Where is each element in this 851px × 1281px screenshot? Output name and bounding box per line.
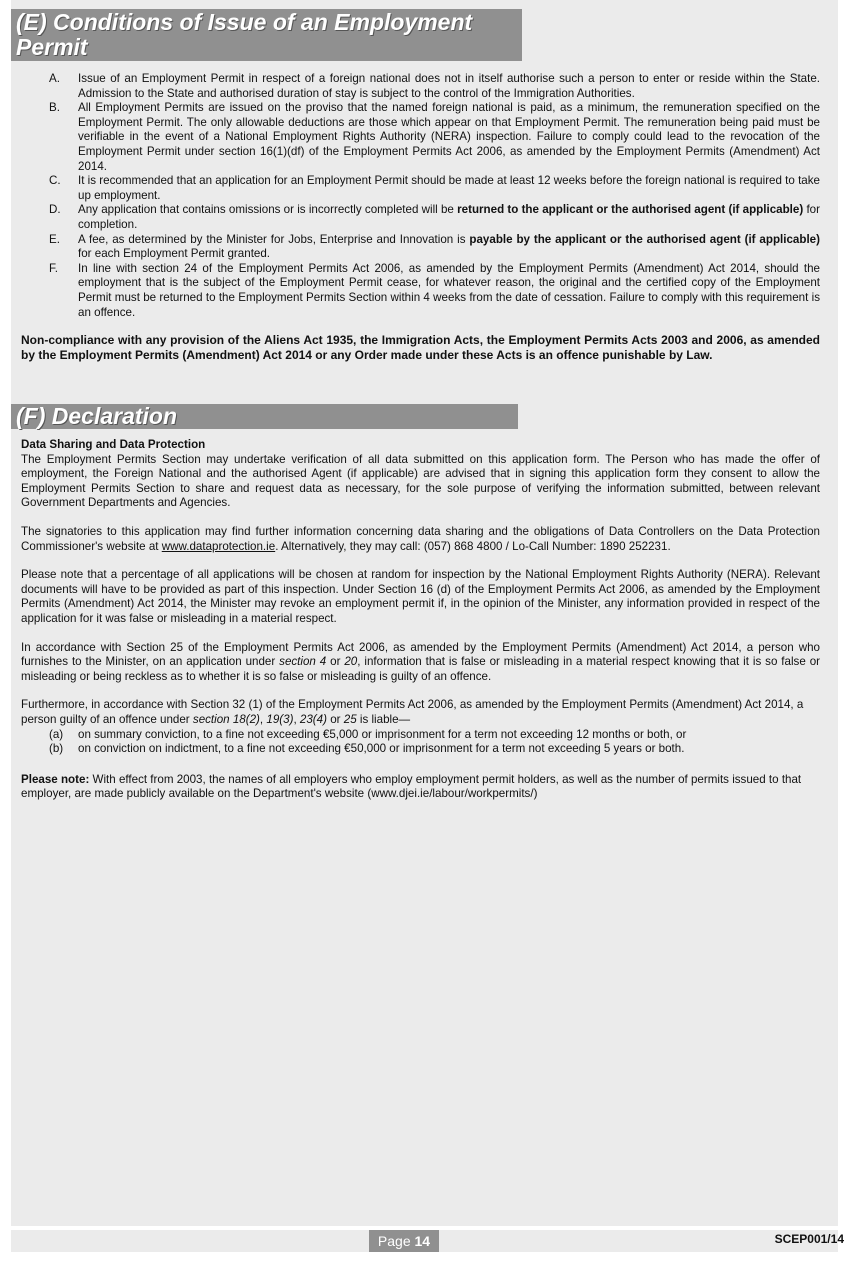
conditions-list	[21, 72, 820, 320]
page-background	[11, 0, 838, 1226]
section-e-heading: (E) Conditions of Issue of an Employment Permit	[11, 9, 522, 61]
false-information-paragraph: In accordance with Section 25 of the Employment Permits Act 2006, as amended by the Employment Permits (Amendment) Act 2014, a person who furnishes to the Minister, on an application under section 4 or 20, information that is false or misleading in a material respect knowing that it is so false or misleading or being reckless as to whether it is so false or misleading is guilty of an offence.	[21, 640, 820, 683]
data-sharing-heading: Data Sharing and Data Protection	[21, 438, 206, 451]
penalty-item: (a) on summary conviction, to a fine not exceeding €5,000 or imprisonment for a term not exceeding 12 months or both, or	[49, 727, 687, 741]
section-e-content	[21, 72, 820, 362]
condition-d: D. Any application that contains omissions or is incorrectly completed will be returned to the applicant or the authorised agent (if applicable) for completion.	[49, 203, 820, 231]
section-f-content	[21, 438, 820, 802]
condition-c: C. It is recommended that an application for an Employment Permit should be made at least 12 weeks before the foreign national is required to take up employment.	[49, 174, 820, 202]
condition-b: B. All Employment Permits are issued on the proviso that the named foreign national is paid, as a minimum, the remuneration specified on the Employment Permit. The only allowable deductions are those which appear on that Employment Permit. The remuneration being paid must be verifiable in the event of a National Employment Rights Authority (NERA) inspection. Failure to comply could lead to the revocation of the Employment Permit under section 16(1)(df) of the Employment Permits Act 2006, as amended by the Employment Permits (Amendment) Act 2014.	[49, 101, 820, 173]
condition-f: F. In line with section 24 of the Employment Permits Act 2006, as amended by the Employment Permits (Amendment) Act 2014, should the employment that is the subject of the Employment Permit cease, for whatever reason, the original and the certified copy of the Employment Permit must be returned to the Employment Permits Section within 4 weeks from the date of cessation. Failure to comply with this requirement is an offence.	[49, 261, 820, 319]
form-code: SCEP001/14	[774, 1232, 844, 1246]
page-number-badge: Page 14	[369, 1230, 439, 1252]
section-f-heading: (F) Declaration	[11, 404, 518, 429]
penalties-list	[21, 728, 820, 757]
condition-a: A. Issue of an Employment Permit in respect of a foreign national does not in itself authorise such a person to enter or reside within the State. Admission to the State and authorised duration of stay is subject to the control of the Immigration Authorities.	[49, 72, 820, 100]
noncompliance-notice: Non-compliance with any provision of the Aliens Act 1935, the Immigration Acts, the Employment Permits Acts 2003 and 2006, as amended by the Employment Permits (Amendment) Act 2014 or any Order made under these Acts is an offence punishable by Law.	[21, 333, 820, 362]
offence-paragraph: Furthermore, in accordance with Section 32 (1) of the Employment Permits Act 2006, as amended by the Employment Permits (Amendment) Act 2014, a person guilty of an offence under section 18(2), 19(3), 23(4) or 25 is liable—	[21, 698, 804, 726]
condition-e: E. A fee, as determined by the Minister for Jobs, Enterprise and Innovation is payable by the applicant or the authorised agent (if applicable) for each Employment Permit granted.	[49, 232, 820, 261]
dataprotection-link[interactable]: www.dataprotection.ie	[161, 539, 276, 553]
verification-paragraph: The Employment Permits Section may undertake verification of all data submitted on this application form. The Person who has made the offer of employment, the Foreign National and the authorised Agent (if applicable) are advised that in signing this application form they consent to allow the Employment Permits Section to share and request data as necessary, for the sole purpose of verifying the information submitted, between relevant Government Departments and Agencies.	[21, 452, 820, 510]
inspection-paragraph: Please note that a percentage of all applications will be chosen at random for inspection by the National Employment Rights Authority (NERA). Relevant documents will have to be provided as part of this inspection. Under Section 16 (d) of the Employment Permits Act 2006, as amended by the Employment Permits (Amendment) Act 2014, the Minister may revoke an employment permit if, in the opinion of the Minister, any information provided in respect of the application for it was false or misleading in a material respect.	[21, 568, 820, 625]
publication-note: Please note: With effect from 2003, the names of all employers who employ employment permit holders, as well as the number of permits issued to that employer, are made publicly available on the Department's website (www.djei.ie/labour/workpermits/)	[21, 772, 802, 801]
penalty-item: (b) on conviction on indictment, to a fine not exceeding €50,000 or imprisonment for a term not exceeding 5 years or both.	[49, 742, 685, 756]
data-protection-paragraph: The signatories to this application may find further information concerning data sharing and the obligations of Data Controllers on the Data Protection Commissioner's website at www.dataprotection.ie. Alternatively, they may call: (057) 868 4800 / Lo-Call Number: 1890 252231.	[21, 524, 820, 553]
